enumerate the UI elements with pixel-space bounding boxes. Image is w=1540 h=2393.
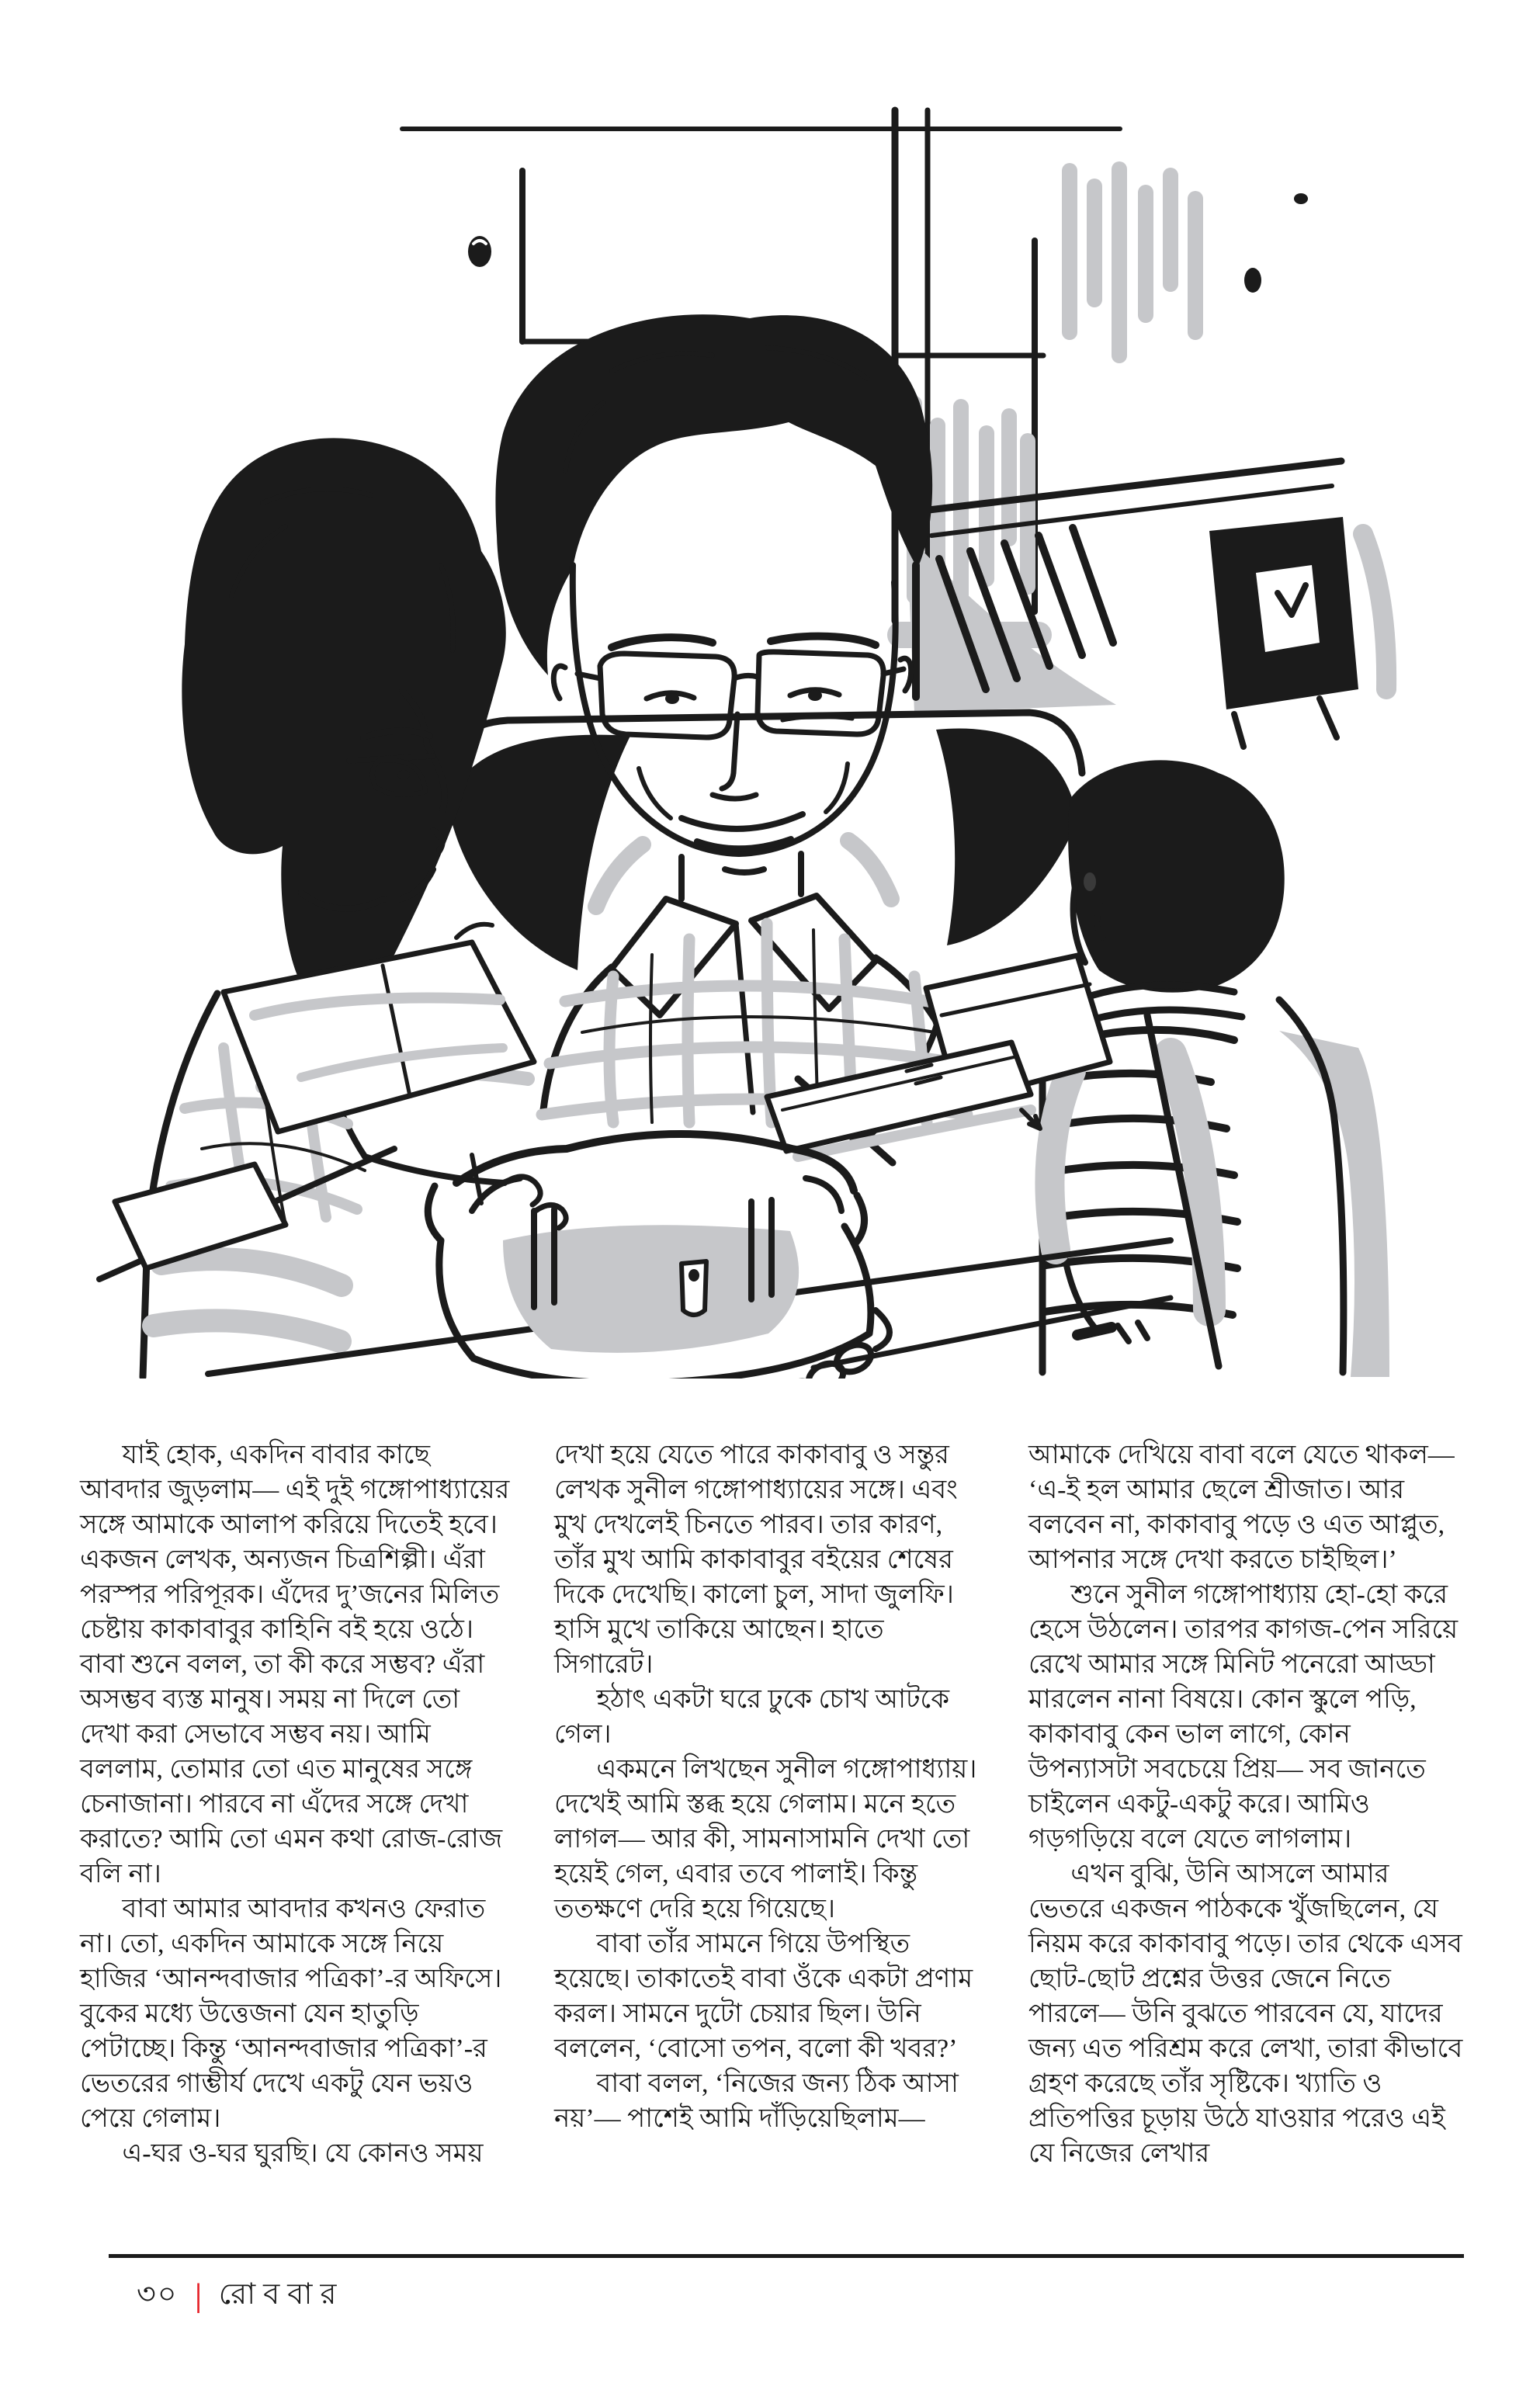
text-column-1 bbox=[80, 1438, 515, 2171]
text-column-3 bbox=[1028, 1438, 1463, 2171]
bookshelf bbox=[907, 461, 1386, 747]
paragraph: বাবা আমার আবদার কখনও ফেরাত না। তো, একদিন আমাকে সঙ্গে নিয়ে হাজির ‘আনন্দবাজার পত্রিকা’-র অফিসে। বুকের মধ্যে উত্তেজনা যেন হাতুড়ি পেটাচ্ছে। কিন্তু ‘আনন্দবাজার পত্রিকা’-র ভেতরের গাম্ভীর্য দেখে একটু যেন ভয়ও পেয়ে গেলাম। bbox=[80, 1895, 502, 2133]
paragraph: হঠাৎ একটা ঘরে ঢুকে চোখ আটকে গেল। bbox=[554, 1685, 950, 1749]
page-footer bbox=[137, 2273, 344, 2319]
story-illustration bbox=[68, 99, 1475, 1379]
article-body bbox=[80, 1438, 1463, 2171]
paragraph: বাবা বলল, ‘নিজের জন্য ঠিক আসা নয়’— পাশেই আমি দাঁড়িয়েছিলাম— bbox=[554, 2069, 959, 2133]
paragraph: যাই হোক, একদিন বাবার কাছে আবদার জুড়লাম— এই দুই গঙ্গোপাধ্যায়ের সঙ্গে আমাকে আলাপ করিয়ে দিতেই হবে। একজন লেখক, অন্যজন চিত্রশিল্পী। এঁরা পরস্পর পরিপূরক। এঁদের দু’জনের মিলিত চেষ্টায় কাকাবাবুর কাহিনি বই হয়ে ওঠে। বাবা শুনে বলল, তা কী করে সম্ভব? এঁরা অসম্ভব ব্যস্ত মানুষ। সময় না দিলে তো দেখা করা সেভাবে সম্ভব নয়। আমি বললাম, তোমার তো এত মানুষের সঙ্গে চেনাজানা। পারবে না এঁদের সঙ্গে দেখা করাতে? আমি তো এমন কথা রোজ-রোজ বলি না। bbox=[80, 1441, 510, 1888]
paragraph: শুনে সুনীল গঙ্গোপাধ্যায় হো-হো করে হেসে উঠলেন। তারপর কাগজ-পেন সরিয়ে রেখে আমার সঙ্গে মিনিট পনেরো আড্ডা মারলেন নানা বিষয়ে। কোন স্কুলে পড়ি, কাকাবাবু কেন ভাল লাগে, কোন উপন্যাসটা সবচেয়ে প্রিয়— সব জানতে চাইলেন একটু-একটু করে। আমিও গড়গড়িয়ে বলে যেতে লাগলাম। bbox=[1028, 1580, 1458, 1854]
text-column-2 bbox=[554, 1438, 989, 2171]
footer-separator: | bbox=[195, 2277, 202, 2315]
boy-arm-shading bbox=[1049, 1054, 1209, 1310]
paragraph: দেখা হয়ে যেতে পারে কাকাবাবু ও সন্তুর লেখক সুনীল গঙ্গোপাধ্যায়ের সঙ্গে। এবং মুখ দেখলেই চিনতে পারব। তার কারণ, তাঁর মুখ আমি কাকাবাবুর বইয়ের শেষের দিকে দেখেছি। কালো চুল, সাদা জুলফি। হাসি মুখে তাকিয়ে আছেন। হাতে সিগারেট। bbox=[554, 1441, 958, 1679]
telephone bbox=[428, 1134, 890, 1379]
paragraph: একমনে লিখছেন সুনীল গঙ্গোপাধ্যায়। দেখেই আমি স্তব্ধ হয়ে গেলাম। মনে হতে লাগল— আর কী, সামনাসামনি দেখা তো হয়েই গেল, এবার তবে পালাই। কিন্তু ততক্ষণে দেরি হয়ে গিয়েছে। bbox=[554, 1755, 977, 1923]
paragraph: এ-ঘর ও-ঘর ঘুরছি। যে কোনও সময় bbox=[122, 2139, 484, 2168]
magazine-name: রোববার bbox=[218, 2278, 345, 2311]
paragraph: বাবা তাঁর সামনে গিয়ে উপস্থিত হয়েছে। তাকাতেই বাবা ওঁকে একটা প্রণাম করল। সামনে দুটো চেয়ার ছিল। উনি বললেন, ‘বোসো তপন, বলো কী খবর?’ bbox=[554, 1930, 973, 2063]
sketch-office-scene bbox=[68, 99, 1475, 1379]
page-number: ৩০ bbox=[137, 2278, 179, 2311]
paragraph: আমাকে দেখিয়ে বাবা বলে যেতে থাকল— ‘এ-ই হল আমার ছেলে শ্রীজাত। আর বলবেন না, কাকাবাবু পড়ে ও এত আপ্লুত, আপনার সঙ্গে দেখা করতে চাইছিল।’ bbox=[1028, 1441, 1455, 1574]
footer-rule bbox=[109, 2254, 1464, 2258]
paragraph: এখন বুঝি, উনি আসলে আমার ভেতরে একজন পাঠককে খুঁজছিলেন, যে নিয়ম করে কাকাবাবু পড়ে। তার থেকে এসব ছোট-ছোট প্রশ্নের উত্তর জেনে নিতে পারলে— উনি বুঝতে পারবেন যে, যাদের জন্য এত পরিশ্রম করে লেখা, তারা কীভাবে গ্রহণ করেছে তাঁর সৃষ্টিকে। খ্যাতি ও প্রতিপত্তির চূড়ায় উঠে যাওয়ার পরেও এই যে নিজের লেখার bbox=[1028, 1860, 1463, 2168]
